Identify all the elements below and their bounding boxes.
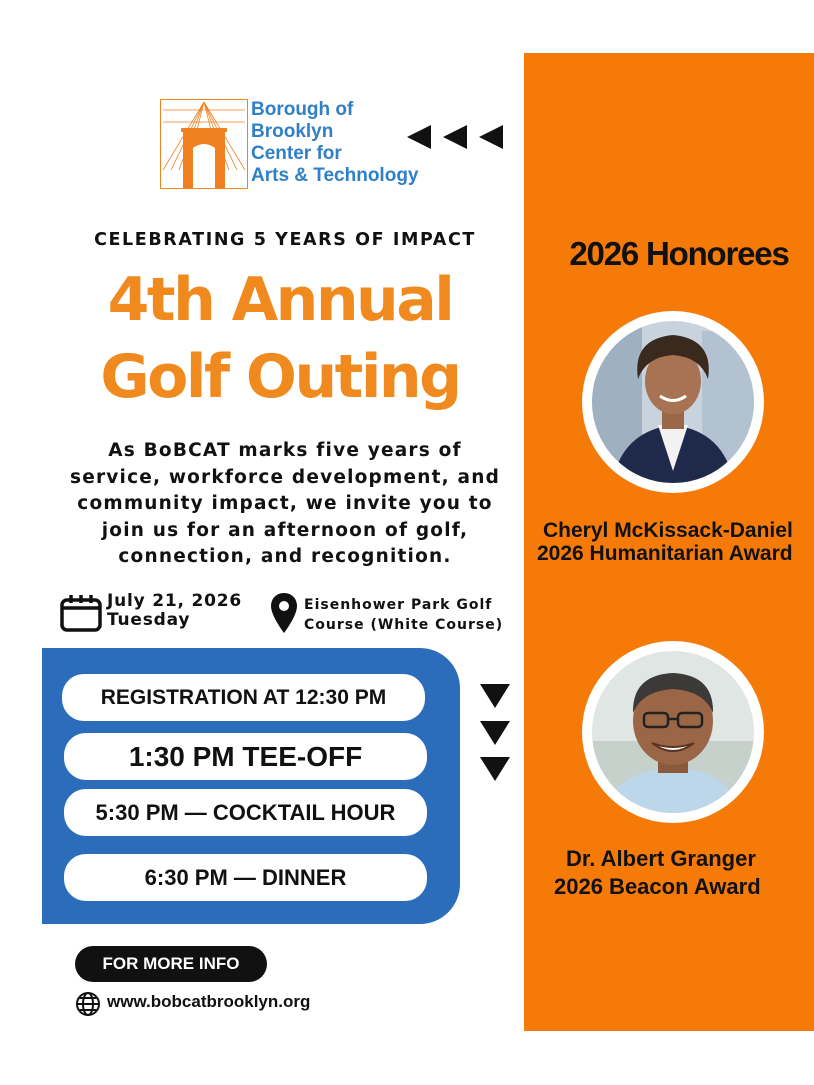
- event-date: [107, 592, 242, 630]
- event-description: [40, 438, 530, 571]
- schedule-item-registration: REGISTRATION AT 12:30 PM: [62, 674, 425, 721]
- schedule-item-dinner: 6:30 PM — DINNER: [64, 854, 427, 901]
- honoree-name: Cheryl McKissack-Daniel: [543, 519, 793, 542]
- schedule-item-cocktail: 5:30 PM — COCKTAIL HOUR: [64, 789, 427, 836]
- day-value: Tuesday: [107, 610, 191, 630]
- logo-line: Arts & Technology: [251, 165, 419, 186]
- date-value: July 21, 2026: [107, 591, 243, 611]
- brooklyn-bridge-logo-icon: [160, 99, 248, 189]
- venue-line: Eisenhower Park Golf: [304, 597, 493, 613]
- calendar-icon: [60, 594, 102, 632]
- event-title-line2: Golf Outing: [100, 342, 460, 412]
- location-pin-icon: [270, 592, 298, 634]
- event-venue: [304, 595, 503, 635]
- left-arrows-icon: [405, 122, 505, 152]
- honorees-panel: [524, 53, 814, 1031]
- more-info-button[interactable]: FOR MORE INFO: [75, 946, 267, 982]
- description-line: As BoBCAT marks five years of: [108, 440, 462, 461]
- logo-line: Borough of: [251, 99, 354, 120]
- logo-line: Brooklyn: [251, 121, 334, 142]
- honoree-name: Dr. Albert Granger: [566, 846, 756, 871]
- schedule-item-tee-off: 1:30 PM TEE-OFF: [64, 733, 427, 780]
- logo-text: [251, 99, 419, 187]
- honoree-award: 2026 Humanitarian Award: [537, 542, 793, 565]
- schedule-panel: [42, 648, 460, 924]
- globe-icon: [75, 991, 101, 1017]
- description-line: connection, and recognition.: [118, 546, 452, 567]
- event-title-line1: 4th Annual: [107, 265, 453, 335]
- honoree-portrait-2: [582, 641, 764, 823]
- logo-line: Center for: [251, 143, 342, 164]
- description-line: join us for an afternoon of golf,: [101, 519, 469, 541]
- honoree-portrait-1: [582, 311, 764, 493]
- venue-line: Course (White Course): [304, 617, 504, 633]
- website-link[interactable]: www.bobcatbrooklyn.org: [107, 992, 311, 1011]
- description-line: service, workforce development, and: [69, 466, 501, 488]
- honorees-title: 2026 Honorees: [569, 235, 789, 272]
- tagline: CELEBRATING 5 YEARS OF IMPACT: [94, 230, 476, 250]
- description-line: community impact, we invite you to: [77, 493, 493, 514]
- down-arrows-icon: [478, 682, 512, 782]
- honoree-award: 2026 Beacon Award: [554, 874, 761, 899]
